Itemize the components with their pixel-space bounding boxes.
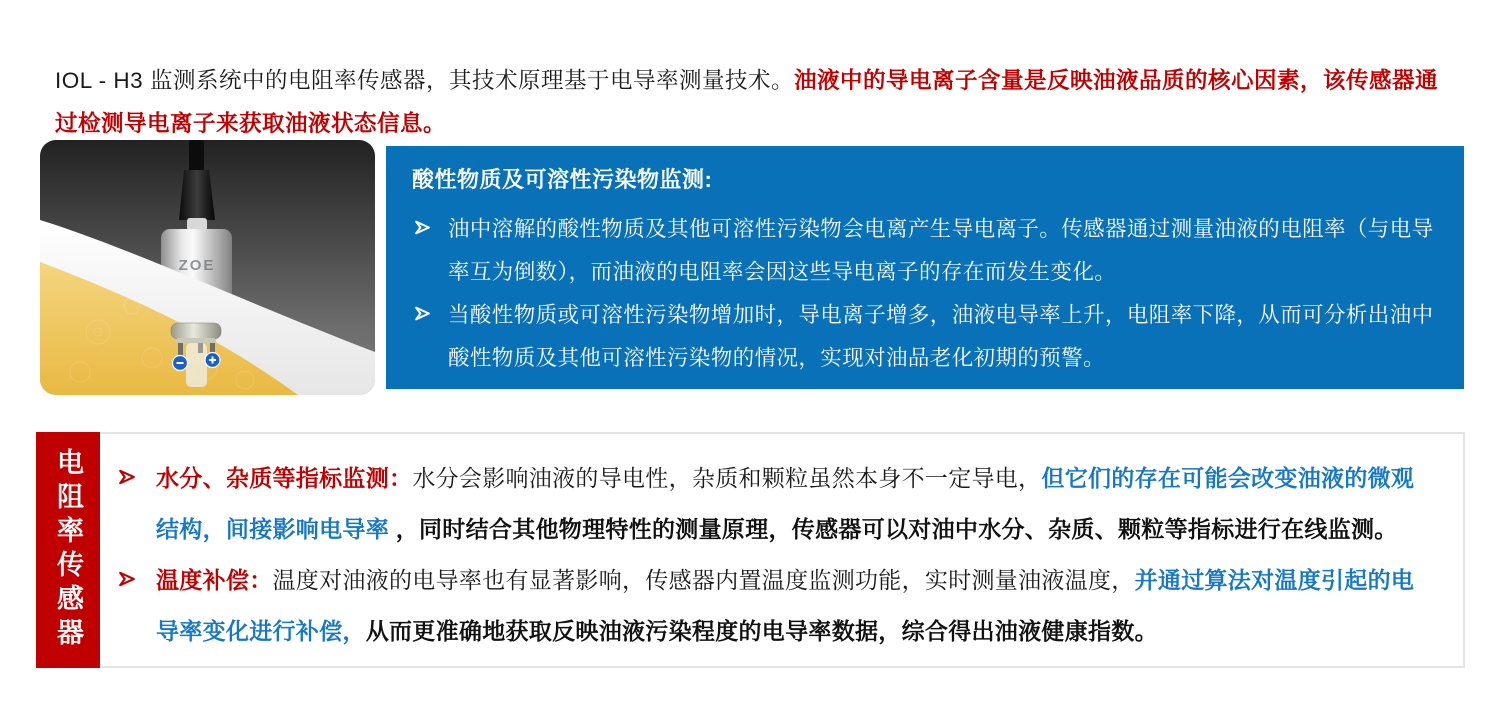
bottom-bullet-2 — [115, 555, 1433, 657]
intro-run-black: IOL - H3 监测系统中的电阻率传感器，其技术原理基于电导率测量技术。 — [55, 67, 794, 93]
resistivity-sensor-section — [36, 432, 1465, 668]
bullet-run: 并通过算法对温度引起的电导率变化进行补偿， — [156, 567, 1415, 644]
panel-title: 酸性物质及可溶性污染物监测: — [412, 167, 713, 192]
ion-minus-marker — [173, 356, 188, 371]
intro-paragraph — [55, 59, 1447, 145]
arrowhead-right-icon — [414, 220, 431, 235]
arrowhead-right-icon — [414, 306, 431, 321]
bullet-run: 水分、杂质等指标监测： — [156, 465, 413, 491]
ion-plus-marker — [205, 353, 220, 368]
bottom-bullet-1 — [115, 453, 1433, 555]
sensor-photo — [40, 140, 375, 395]
bullet-run: 从而更准确地获取反映油液污染程度的电导率数据，综合得出油液健康指数。 — [365, 618, 1158, 644]
bullet-text: 油中溶解的酸性物质及其他可溶性污染物会电离产生导电离子。传感器通过测量油液的电阻率（与电导率互为倒数），而油液的电阻率会因这些导电离子的存在而发生变化。 — [448, 217, 1434, 284]
intro-run-red: 油液中的导电离子含量是反映油液品质的核心因素，该传感器通过检测导电离子来获取油液状态信息。 — [55, 67, 1438, 136]
section-side-label: 电阻率传感器 — [53, 448, 83, 652]
blue-panel-bullet-1 — [412, 208, 1438, 294]
sensor-photo-illustration — [40, 140, 375, 395]
section-side-bar — [36, 432, 100, 668]
blue-panel-bullet-2 — [412, 294, 1438, 380]
section-content — [100, 432, 1465, 668]
bullet-run: 温度对油液的电导率也有显著影响，传感器内置温度监测功能，实时测量油液温度， — [272, 567, 1135, 593]
bullet-text: 当酸性物质或可溶性污染物增加时，导电离子增多，油液电导率上升，电阻率下降，从而可分析出油中酸性物质及其他可溶性污染物的情况，实现对油品老化初期的预警。 — [448, 303, 1434, 370]
bullet-run: 温度补偿： — [156, 567, 273, 593]
sensor-logo-text: ZOE — [178, 257, 216, 274]
arrowhead-right-icon — [118, 469, 136, 485]
acidic-substances-panel — [386, 146, 1464, 389]
bullet-run: 但它们的存在可能会改变油液的微观结构，间接影响电导率 — [156, 465, 1415, 542]
bullet-run: 水分会影响油液的导电性，杂质和颗粒虽然本身不一定导电， — [412, 465, 1042, 491]
bullet-run: ，同时结合其他物理特性的测量原理，传感器可以对油中水分、杂质、颗粒等指标进行在线监测。 — [389, 516, 1398, 542]
arrowhead-right-icon — [118, 571, 136, 587]
